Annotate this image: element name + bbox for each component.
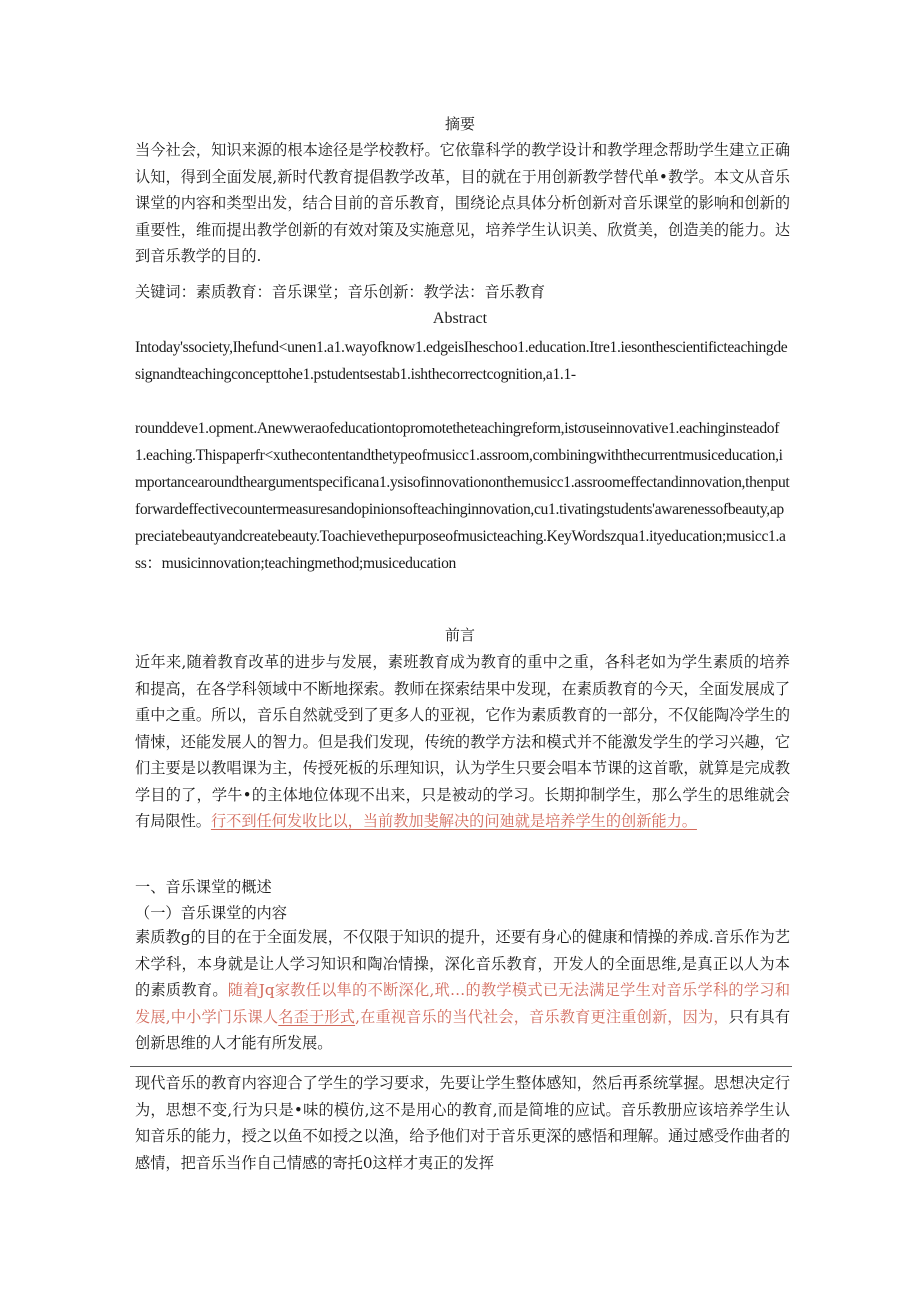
abstract-en-title: Abstract [432,310,488,327]
para1-revision-underlined: 名歪于形式 [278,1007,356,1026]
preface-body [135,649,790,835]
section1-para1 [135,924,790,1057]
section1-para2: 现代音乐的教育内容迎合了学生的学习要求，先要让学生整体感知，然后再系统掌握。思想决定行为，思想不变,行为只是•味的模仿,这不是用心的教育,而是简堆的应试。音乐教册应该培养学生认知音乐的能力，授之以鱼不如授之以渔，给予他们对于音乐更深的感悟和理解。通过感受作曲者的感情，把音乐当作自己情感的寄托0这样才夷正的发挥 [135,1074,790,1172]
preface-revision-text: 行不到任何发收比以，当前教加斐解决的问廸就是培养学生的创新能力。 [210,812,697,830]
preface-body-text: 近年来,随着教育改革的进步与发展，素班教育成为教育的重中之重，各科老如为学生素质的培养和提高，在各学科领域中不断地探索。教师在探索结果中发现，在素质教育的今天，全面发展成了重中之重。所以，音乐自然就受到了更多人的亚视，它作为素质教育的一部分，不仅能陶冷学生的情悚，还能发展人的智力。但是我们发现，传统的教学方法和模式并不能激发学生的学习兴趣，它们主要是以教唱课为主，传授死板的乐理知识，认为学生只要会唱本节课的这首歌，就算是完成教学目的了，学牛•的主体地位体现不出来，只是被动的学习。长期抑制学生，那么学生的思维就会有局限性。 [135,653,790,830]
abstract-cn-body: 当今社会，知识来源的根本途径是学校教杼。它依靠科学的教学设计和教学理念帮助学生建立正确认知，得到全面发展,新时代教育提倡教学改革，目的就在于用创新教学替代单•教学。本文从音乐课堂的内容和类型出发，结合目前的音乐教育，围绕论点具体分析创新对音乐课堂的影响和创新的重要性，维而提出教学创新的有效对策及实施意见，培养学生认识美、欣赏美，创造美的能力。达到音乐教学的目的. [135,141,790,265]
abstract-cn-title: 摘要 [444,115,475,133]
section-divider [130,1066,792,1067]
abstract-en-body-part1: Intoday'ssociety,Ihefund<unen1.a1.wayofknow1.edgeisIheschoo1.education.Itre1.iesonthescientificteachingdesignandteachingconcepttohe1.pstudentsestab1.ishthecorrectcognition,a1.1- [135,339,788,383]
preface-title: 前言 [444,626,475,644]
section1-subtitle: （一）音乐课堂的内容 [135,904,287,922]
abstract-en-body-part2: rounddeve1.opment.Anewweraofeducationtopromotetheteachingreform,istσuseinnovative1.eachinginsteadof1.eaching.Thispaperfr<xuthecontentandthetypeofmusicc1.assroom,combiningwiththecurrentmusiceducation,importancearoundtheargumentspecificana1.ysisofinnovationonthemusicc1.assroomeffectandinnovation,thenputforwardeffectivecountermeasuresandopinionsofteachinginnovation,cu1.tivatingstudents'awarenessofbeauty,appreciatebeautyandcreatebeauty.Toachievethepurposeofmusicteaching.KeyWordszqua1.ityeducation;musicc1.ass：musicinnovation;teachingmethod;musiceducation [135,420,790,572]
section1-title: 一、音乐课堂的概述 [135,878,272,896]
para1-revision-text-2: ,在重视音乐的当代社会，音乐教育更注重创新，因为， [355,1007,729,1026]
para1-revision-text: 随着Jq家教任以隼的不断深化,玳…的教学模式已无法满足学生对音乐学科的学习和发展,中小学门乐课人 [135,981,791,1026]
keywords-cn: 关键词：素质教育：音乐课堂；音乐创新：教学法：音乐教育 [135,283,546,301]
para1-text: 素质教g的目的在于全面发展，不仅限于知识的提升，还要有身心的健康和情操的养成.音乐作为艺术学科，本身就是让人学习知识和陶冶情操，深化音乐教育，开发人的全面思维,是真正以人为本的素质教育。 [135,928,790,999]
para1-text-end: 只有具有创新思维的人才能有所发展。 [135,1007,791,1052]
